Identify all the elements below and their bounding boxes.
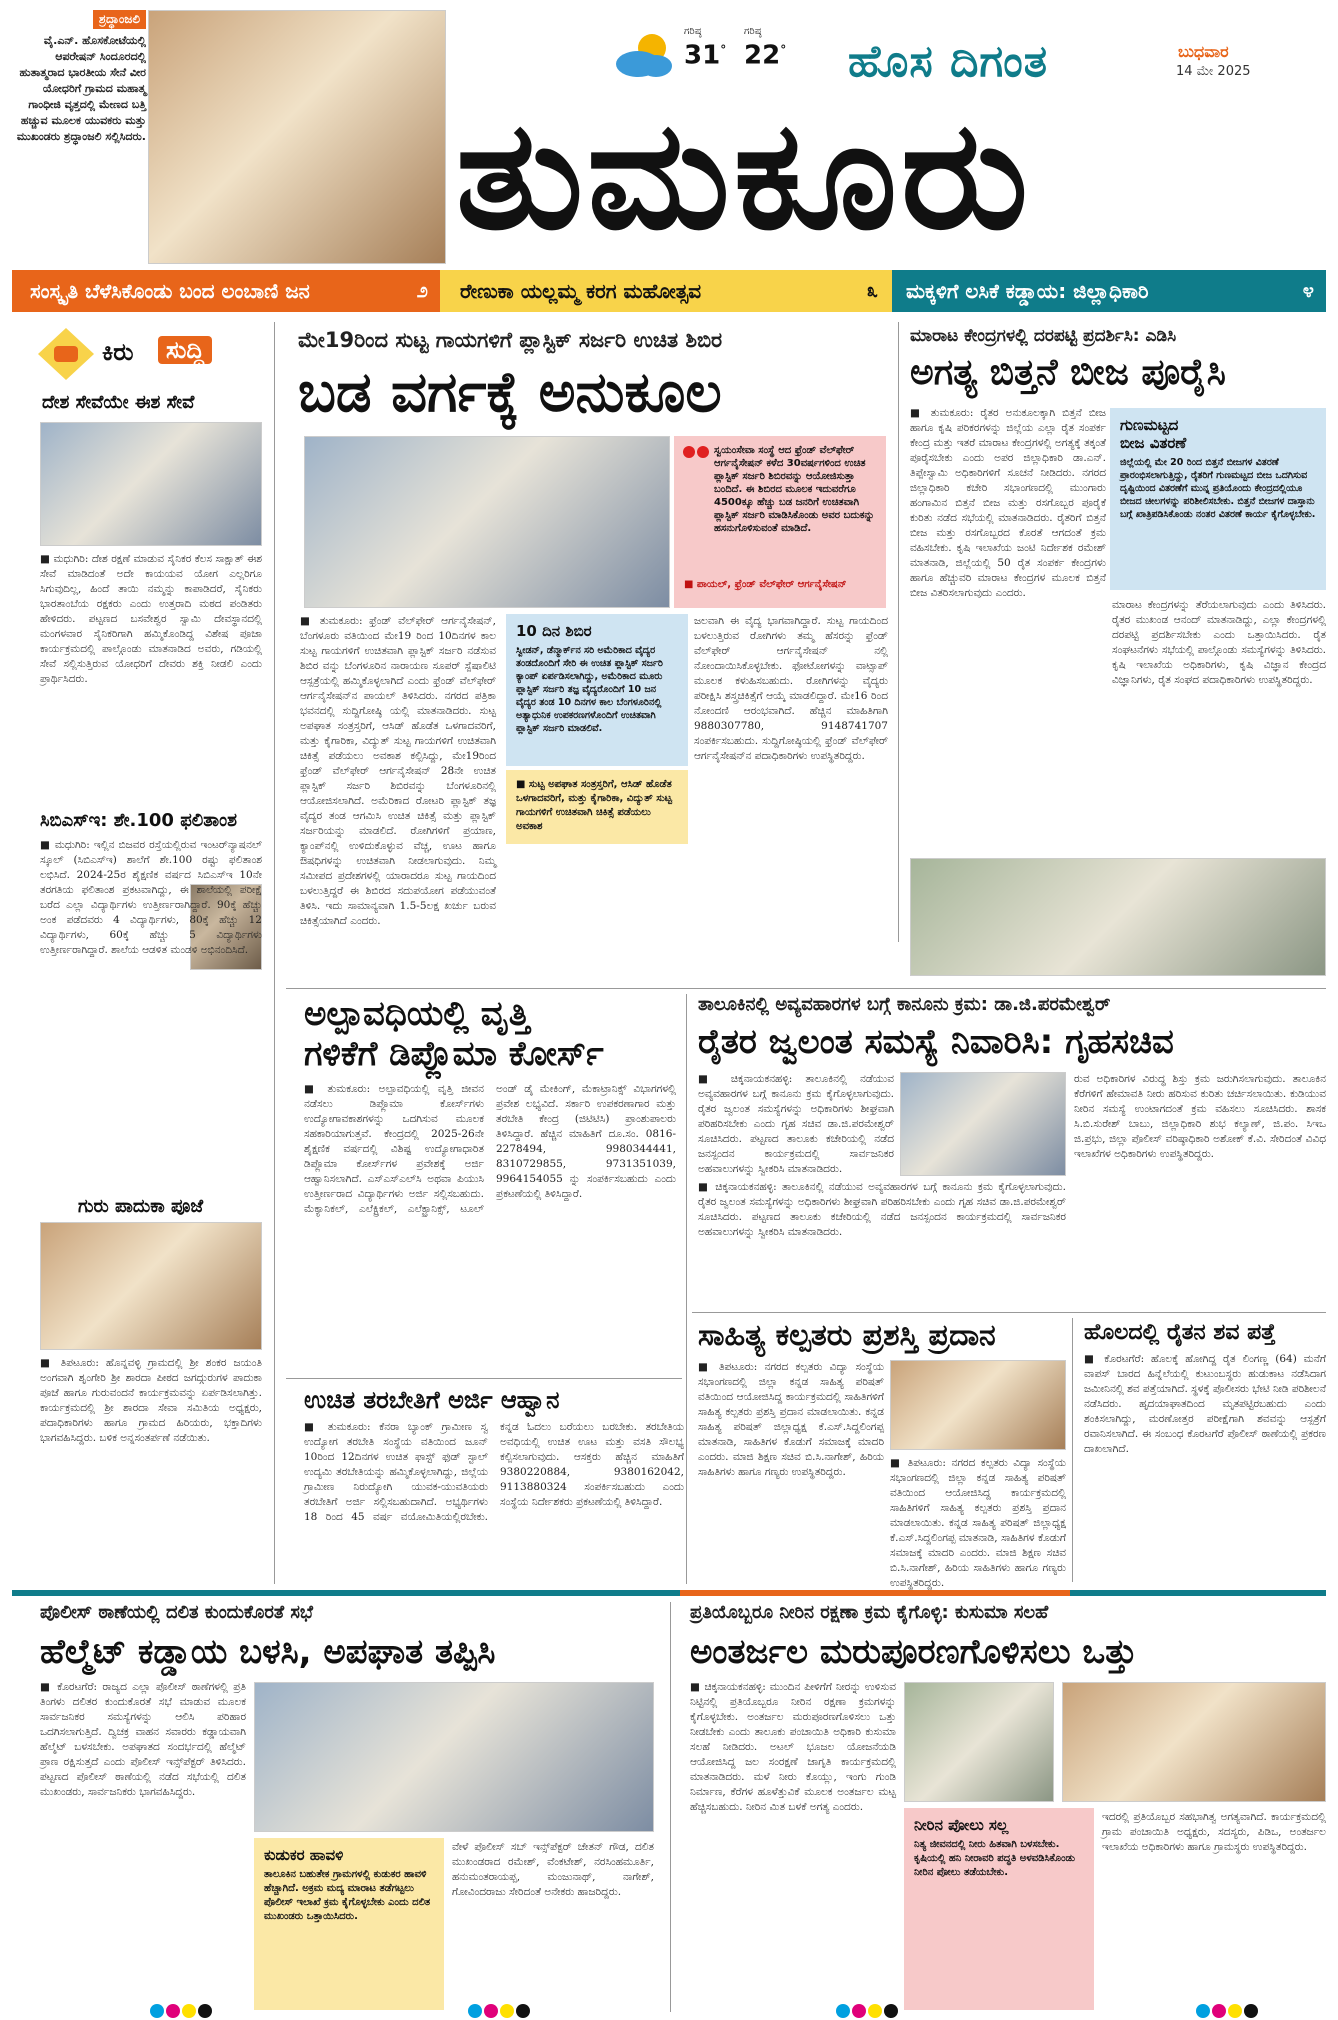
seed-kicker: ಮಾರಾಟ ಕೇಂದ್ರಗಳಲ್ಲಿ ದರಪಟ್ಟಿ ಪ್ರದರ್ಶಿಸಿ: ಎಡಿಸಿ: [910, 326, 1177, 346]
brand-logo: ಹೊಸ ದಿಗಂತ: [848, 36, 1049, 87]
training-headline: ಉಚಿತ ತರಬೇತಿಗೆ ಅರ್ಜಿ ಆಹ್ವಾನ: [304, 1386, 560, 1414]
water-box-text: ನಿತ್ಯ ಜೀವನದಲ್ಲಿ ನೀರು ಹಿತವಾಗಿ ಬಳಸಬೇಕು. ಕೃಷಿಯಲ್ಲಿ ಹನಿ ನೀರಾವರಿ ಪದ್ಧತಿ ಅಳವಡಿಸಿಕೊಂಡು ನೀರಿನ ಪೋಲು ತಡೆಯಬೇಕು.: [914, 1839, 1076, 1878]
lead-eligible-box: [506, 770, 688, 844]
water-box: [904, 1808, 1094, 2010]
teaser-3[interactable]: ಮಕ್ಕಳಿಗೆ ಲಸಿಕೆ ಕಡ್ಡಾಯ: ಜಿಲ್ಲಾಧಿಕಾರಿ ೪: [892, 270, 1326, 312]
water-box-title: ನೀರಿನ ಪೋಲು ಸಲ್ಲ: [914, 1816, 1009, 1834]
tribute-text: ವೈ.ಎನ್. ಹೊಸಕೋಟೆಯಲ್ಲಿ ಆಪರೇಷನ್ ಸಿಂದೂರದಲ್ಲಿ ಹುತಾತ್ಮರಾದ ಭಾರತೀಯ ಸೇನೆ ವೀರ ಯೋಧರಿಗೆ ಗ್ರಾಮದ ಮಹಾತ್ಮ ಗಾಂಧೀಜಿ ವೃತ್ತದಲ್ಲಿ ಮೇಣದ ಬತ್ತಿ ಹಚ್ಚುವ ಮೂಲಕ ಯುವಕರು ಮತ್ತು ಮುಖಂಡರು ಶ್ರದ್ಧಾಂಜಲಿ ಸಲ್ಲಿಸಿದರು.: [16, 34, 146, 143]
lead-eligible-text: ■ ಸುಟ್ಟ ಅಪಘಾತ ಸಂತ್ರಸ್ತರಿಗೆ, ಆಸಿಡ್ ಹೊಡೆತ ಒಳಗಾದವರಿಗೆ, ಮತ್ತು ಕೈಗಾರಿಕಾ, ವಿದ್ಯುತ್ ಸುಟ್ಟ ಗಾಯಗಳಿಗೆ ಉಚಿತವಾಗಿ ಚಿಕಿತ್ಸೆ ಪಡೆಯಲು ಅವಕಾಶ: [516, 779, 673, 832]
parameshwar-photo: [900, 1072, 1066, 1176]
water-photo-1: [904, 1682, 1054, 1802]
column-rule: [670, 1602, 671, 2012]
water-col-2: ಇದರಲ್ಲಿ ಪ್ರತಿಯೊಬ್ಬರ ಸಹಭಾಗಿತ್ವ ಅಗತ್ಯವಾಗಿದೆ. ಕಾರ್ಯಕ್ರಮದಲ್ಲಿ ಗ್ರಾಮ ಪಂಚಾಯಿತಿ ಅಧ್ಯಕ್ಷರು, ಸದಸ್ಯರು, ಪಿಡಿಒ, ಅಂತರ್ಜಲ ಇಲಾಖೆಯ ಅಧಿಕಾರಿಗಳು ಹಾಗೂ ಗ್ರಾಮಸ್ಥರು ಉಪಸ್ಥಿತರಿದ್ದರು.: [1102, 1811, 1326, 1853]
seed-box-text: ಜಿಲ್ಲೆಯಲ್ಲಿ ಮೇ 20 ರಿಂದ ಬಿತ್ತನೆ ಬೀಜಗಳ ವಿತರಣೆ ಪ್ರಾರಂಭಿಸಲಾಗುತ್ತಿದ್ದು, ರೈತರಿಗೆ ಗುಣಮಟ್ಟದ ಬೀಜ ಒದಗಿಸುವ ದೃಷ್ಟಿಯಿಂದ ವಿತರಣೆಗೆ ಮುನ್ನ ಪ್ರತಿಯೊಂದು ಕೇಂದ್ರದಲ್ಲಿಯೂ ಬೀಜದ ಚೀಲಗಳನ್ನು ಪರಿಶೀಲಿಸಬೇಕು. ಬಿತ್ತನೆ ಬೀಜಗಳ ದಾಸ್ತಾನು ಬಗ್ಗೆ ಖಾತ್ರಿಪಡಿಸಿಕೊಂಡು ನಂತರ ವಿತರಣೆ ಕಾರ್ಯ ಕೈಗೊಳ್ಳಬೇಕು.: [1120, 457, 1316, 520]
hola-body: ■ ಕೊರಟಗೆರೆ: ಹೊಲಕ್ಕೆ ಹೋಗಿದ್ದ ರೈತ ಲಿಂಗಣ್ಣ (64) ಮನೆಗೆ ವಾಪಸ್ ಬಾರದ ಹಿನ್ನೆಲೆಯಲ್ಲಿ ಕುಟುಂಬಸ್ಥರು ಹುಡುಕಾಟ ನಡೆಸಿದಾಗ ಜಮೀನಿನಲ್ಲಿ ಶವ ಪತ್ತೆಯಾಗಿದೆ. ಸ್ಥಳಕ್ಕೆ ಪೊಲೀಸರು ಭೇಟಿ ನೀಡಿ ಪರಿಶೀಲನೆ ನಡೆಸಿದರು. ಹೃದಯಾಘಾತದಿಂದ ಮೃತಪಟ್ಟಿರಬಹುದು ಎಂದು ಶಂಕಿಸಲಾಗಿದ್ದು, ಮರಣೋತ್ತರ ಪರೀಕ್ಷೆಗಾಗಿ ಶವವನ್ನು ಆಸ್ಪತ್ರೆಗೆ ರವಾನಿಸಲಾಗಿದೆ. ಈ ಸಂಬಂಧ ಕೊರಟಗೆರೆ ಪೊಲೀಸ್ ಠಾಣೆಯಲ್ಲಿ ಪ್ರಕರಣ ದಾಖಲಾಗಿದೆ.: [1084, 1353, 1326, 1455]
helmet-box-title: ಕುಡುಕರ ಹಾವಳಿ: [264, 1846, 344, 1864]
kiru-item-1-photo: [40, 422, 262, 546]
tribute-label: ಶ್ರದ್ಧಾಂಜಲಿ: [93, 10, 146, 29]
section-rule: [286, 988, 1326, 989]
column-rule: [1072, 1318, 1073, 1582]
sahitya-photo: [890, 1360, 1066, 1450]
registration-marks: [150, 2004, 210, 2018]
section-rule: [286, 1378, 682, 1379]
separator-strip: [12, 1590, 1326, 1596]
diploma-headline-2: ಗಳಿಕೆಗೆ ಡಿಪ್ಲೊಮಾ ಕೋರ್ಸ್: [304, 1034, 604, 1074]
seed-box-title-2: ಬೀಜ ವಿತರಣೆ: [1120, 434, 1187, 452]
water-headline: ಅಂತರ್ಜಲ ಮರುಪೂರಣಗೊಳಿಸಲು ಒತ್ತು: [690, 1632, 1137, 1672]
weather-min: 22°: [744, 40, 787, 71]
parameshwar-col-1: ■ ಚಿಕ್ಕನಾಯಕನಹಳ್ಳಿ: ತಾಲೂಕಿನಲ್ಲಿ ನಡೆಯುವ ಅವ್ಯವಹಾರಗಳ ಬಗ್ಗೆ ಕಾನೂನು ಕ್ರಮ ಕೈಗೊಳ್ಳಲಾಗುವುದು. ರೈತರ ಜ್ವಲಂತ ಸಮಸ್ಯೆಗಳನ್ನು ಅಧಿಕಾರಿಗಳು ಶೀಘ್ರವಾಗಿ ಪರಿಹರಿಸಬೇಕು ಎಂದು ಗೃಹ ಸಚಿವ ಡಾ.ಜಿ.ಪರಮೇಶ್ವರ್ ಸೂಚಿಸಿದರು. ಪಟ್ಟಣದ ತಾಲೂಕು ಕಚೇರಿಯಲ್ಲಿ ನಡೆದ ಜನಸ್ಪಂದನ ಕಾರ್ಯಕ್ರಮದಲ್ಲಿ ಸಾರ್ವಜನಿಕರ ಅಹವಾಲುಗಳನ್ನು ಸ್ವೀಕರಿಸಿ ಮಾತನಾಡಿದರು.: [698, 1073, 894, 1175]
kiru-item-1-title: ದೇಶ ಸೇವೆಯೇ ಈಶ ಸೇವೆ: [42, 392, 195, 413]
water-photo-2: [1062, 1682, 1326, 1802]
lead-camp-text: ಸ್ವೀಡನ್, ಡೆನ್ಮಾರ್ಕ್‌ನ ಸರಿ ಅಮೆರಿಕಾದ ವೈದ್ಯರ ತಂಡದೊಂದಿಗೆ ಸೇರಿ ಈ ಉಚಿತ ಪ್ಲಾಸ್ಟಿಕ್ ಸರ್ಜರಿ ಕ್ಯಾಂಪ್ ಏರ್ಪಡಿಸಲಾಗಿದ್ದು, ಅಮೆರಿಕಾದ ಮೂರು ಪ್ಲಾಸ್ಟಿಕ್ ಸರ್ಜರಿ ತಜ್ಞ ವೈದ್ಯರೊಂದಿಗೆ 10 ಜನ ವೈದ್ಯರ ತಂಡ 10 ದಿನಗಳ ಕಾಲ ಬೆಂಗಳೂರಿನಲ್ಲಿ ಅತ್ಯಾಧುನಿಕ ಉಪಕರಣಗಳೊಂದಿಗೆ ಉಚಿತವಾಗಿ ಪ್ಲಾಸ್ಟಿಕ್ ಸರ್ಜರಿ ಮಾಡಲಿವೆ.: [516, 645, 663, 734]
lead-quote-author: ■ ಪಾಯಲ್, ಫ್ರೆಂಡ್ ವೆಲ್‌ಫೇರ್ ಆರ್ಗನೈಸೇಷನ್: [684, 579, 847, 590]
weather-min-label: ಗರಿಷ್ಠ: [744, 26, 762, 37]
water-kicker: ಪ್ರತಿಯೊಬ್ಬರೂ ನೀರಿನ ರಕ್ಷಣಾ ಕ್ರಮ ಕೈಗೊಳ್ಳಿ: ಕುಸುಮಾ ಸಲಹೆ: [690, 1602, 1049, 1623]
tribute-caption: [12, 8, 146, 266]
weather-max: 31°: [684, 40, 727, 71]
weather-max-label: ಗರಿಷ್ಠ: [684, 26, 702, 37]
weather-cloud-icon: [612, 28, 678, 84]
kiru-item-1-body: ■ ಮಧುಗಿರಿ: ದೇಶ ರಕ್ಷಣೆ ಮಾಡುವ ಸೈನಿಕರ ಕೆಲಸ ಸಾಕ್ಷಾತ್ ಈಶ ಸೇವೆ ಮಾಡಿದಂತೆ ಅದೇ ಕಾಯಯವ ಯೋಗ ಎಲ್ಲರಿಗೂ ಸಿಗುವುದಿಲ್ಲ, ಹಿಂದೆ ತಾಯಿ ನಮ್ಮನ್ನು ಕಾಪಾಡಿದರೆ, ಸೈನಿಕರು ಭಾರತಾಂಬೆಯ ರಕ್ಷಕರು ಎಂದು ಉತ್ತರಾದಿ ಮಠದ ಪಂಡಿತರು ಹೇಳಿದರು. ಪಟ್ಟಣದ ಬಸವೇಶ್ವರ ಸ್ವಾಮಿ ದೇವಸ್ಥಾನದಲ್ಲಿ ಮಂಗಳವಾರ ಸೈನಿಕರಿಗಾಗಿ ಹಮ್ಮಿಕೊಂಡಿದ್ದ ವಿಶೇಷ ಪೂಜಾ ಕಾರ್ಯಕ್ರಮದಲ್ಲಿ ಪಾಲ್ಗೊಂಡು ಮಾತನಾಡಿದ ಅವರು, ಗಡಿಯಲ್ಲಿ ಸೇವೆ ಸಲ್ಲಿಸುತ್ತಿರುವ ಯೋಧರಿಗೆ ದೇವರು ಶಕ್ತಿ ನೀಡಲಿ ಎಂದು ಪ್ರಾರ್ಥಿಸಿದರು.: [40, 553, 262, 685]
lead-kicker: ಮೇ19ರಿಂದ ಸುಟ್ಟ ಗಾಯಗಳಿಗೆ ಪ್ಲಾಸ್ಟಿಕ್ ಸರ್ಜರಿ ಉಚಿತ ಶಿಬಿರ: [298, 328, 723, 352]
helmet-col-2: ವೇಳೆ ಪೊಲೀಸ್ ಸಬ್ ಇನ್ಸ್‌ಪೆಕ್ಟರ್ ಚೇತನ್ ಗೌಡ, ದಲಿತ ಮುಖಂಡರಾದ ರಮೇಶ್, ವೆಂಕಟೇಶ್, ನರಸಿಂಹಮೂರ್ತಿ, ಹನುಮಂತರಾಯಪ್ಪ, ಮಂಜುನಾಥ್, ನಾಗೇಶ್, ಗೋವಿಂದರಾಜು ಸೇರಿದಂತೆ ಅನೇಕರು ಹಾಜರಿದ್ದರು.: [452, 1841, 654, 1898]
diploma-headline-1: ಅಲ್ಪಾವಧಿಯಲ್ಲಿ ವೃತ್ತಿ: [304, 994, 530, 1034]
kiru-item-2-title: ಸಿಬಿಎಸ್ಇ: ಶೇ.100 ಫಲಿತಾಂಶ: [40, 810, 237, 831]
water-body: ■ ಚಿಕ್ಕನಾಯಕನಹಳ್ಳಿ: ಮುಂದಿನ ಪೀಳಿಗೆಗೆ ನೀರನ್ನು ಉಳಿಸುವ ನಿಟ್ಟಿನಲ್ಲಿ ಪ್ರತಿಯೊಬ್ಬರೂ ನೀರಿನ ರಕ್ಷಣಾ ಕ್ರಮಗಳನ್ನು ಕೈಗೊಳ್ಳಬೇಕು. ಅಂತರ್ಜಲ ಮರುಪೂರಣಗೊಳಿಸಲು ಒತ್ತು ನೀಡಬೇಕು ಎಂದು ತಾಲೂಕು ಪಂಚಾಯಿತಿ ಅಧಿಕಾರಿ ಕುಸುಮಾ ಸಲಹೆ ನೀಡಿದರು. ಅಟಲ್ ಭೂಜಲ ಯೋಜನೆಯಡಿ ಆಯೋಜಿಸಿದ್ದ ಜಲ ಸಂರಕ್ಷಣೆ ಜಾಗೃತಿ ಕಾರ್ಯಕ್ರಮದಲ್ಲಿ ಮಾತನಾಡಿದರು. ಮಳೆ ನೀರು ಕೊಯ್ಲು, ಇಂಗು ಗುಂಡಿ ನಿರ್ಮಾಣ, ಕೆರೆಗಳ ಹೂಳೆತ್ತುವಿಕೆ ಮೂಲಕ ಅಂತರ್ಜಲ ಮಟ್ಟ ಹೆಚ್ಚಿಸಬಹುದು. ನೀರಿನ ಮಿತ ಬಳಕೆ ಅಗತ್ಯ ಎಂದರು.: [690, 1681, 896, 1813]
seed-col-1: ■ ತುಮಕೂರು: ರೈತರ ಅನುಕೂಲಕ್ಕಾಗಿ ಬಿತ್ತನೆ ಬೀಜ ಹಾಗೂ ಕೃಷಿ ಪರಿಕರಗಳನ್ನು ಜಿಲ್ಲೆಯ ಎಲ್ಲಾ ರೈತ ಸಂಪರ್ಕ ಕೇಂದ್ರ ಮತ್ತು ಇತರೆ ಮಾರಾಟ ಕೇಂದ್ರಗಳಲ್ಲಿ ಅಗತ್ಯಕ್ಕೆ ತಕ್ಕಂತೆ ಪೂರೈಸಬೇಕು ಎಂದು ಅಪರ ಜಿಲ್ಲಾಧಿಕಾರಿ ಡಾ.ಎನ್. ತಿಪ್ಪೇಸ್ವಾಮಿ ಅಧಿಕಾರಿಗಳಿಗೆ ಸೂಚನೆ ನೀಡಿದರು. ನಗರದ ಜಿಲ್ಲಾಧಿಕಾರಿ ಕಚೇರಿ ಸಭಾಂಗಣದಲ್ಲಿ ಮುಂಗಾರು ಹಂಗಾಮಿನ ಬಿತ್ತನೆ ಬೀಜ ಮತ್ತು ರಸಗೊಬ್ಬರ ಪೂರೈಕೆ ಕುರಿತು ನಡೆದ ಸಭೆಯಲ್ಲಿ ಮಾತನಾಡಿದರು. ರೈತರಿಗೆ ಬಿತ್ತನೆ ಬೀಜ ಮತ್ತು ರಸಗೊಬ್ಬರದ ಕೊರತೆ ಆಗದಂತೆ ಕ್ರಮ ವಹಿಸಬೇಕು. ಕೃಷಿ ಇಲಾಖೆಯ ಜಂಟಿ ನಿರ್ದೇಶಕ ರಮೇಶ್ ಮಾತನಾಡಿ, ಜಿಲ್ಲೆಯಲ್ಲಿ 50 ರೈತ ಸಂಪರ್ಕ ಕೇಂದ್ರಗಳು ಹಾಗೂ ಹೆಚ್ಚುವರಿ ಮಾರಾಟ ಕೇಂದ್ರಗಳ ಮೂಲಕ ಬಿತ್ತನೆ ಬೀಜ ವಿತರಿಸಲಾಗುವುದು ಎಂದರು.: [910, 407, 1106, 599]
parameshwar-kicker: ತಾಲೂಕಿನಲ್ಲಿ ಅವ್ಯವಹಾರಗಳ ಬಗ್ಗೆ ಕಾನೂನು ಕ್ರಮ: ಡಾ.ಜಿ.ಪರಮೇಶ್ವರ್: [698, 994, 1111, 1015]
kiru-item-3-photo: [40, 1222, 262, 1350]
issue-date: 14 ಮೇ 2025: [1176, 64, 1251, 79]
lead-photo: [304, 436, 670, 608]
teaser-2[interactable]: ರೇಣುಕಾ ಯಲ್ಲಮ್ಮ ಕರಗ ಮಹೋತ್ಸವ ೩: [460, 278, 878, 303]
helmet-kicker: ಪೊಲೀಸ್ ಠಾಣೆಯಲ್ಲಿ ದಲಿತ ಕುಂದುಕೊರತೆ ಸಭೆ: [40, 1602, 313, 1623]
lead-quote-text: ಸ್ವಯಂಸೇವಾ ಸಂಸ್ಥೆ ಆದ ಫ್ರೆಂಡ್ ವೆಲ್‌ಫೇರ್ ಆರ್ಗನೈಸೇಷನ್ ಕಳೆದ 30ವರ್ಷಗಳಿಂದ ಉಚಿತ ಪ್ಲಾಸ್ಟಿಕ್ ಸರ್ಜರಿ ಶಿಬಿರವನ್ನು ಆಯೋಜಿಸುತ್ತಾ ಬಂದಿದೆ. ಈ ಶಿಬಿರದ ಮೂಲಕ ಇದುವರೆಗೂ 4500ಕ್ಕೂ ಹೆಚ್ಚು ಬಡ ಜನರಿಗೆ ಉಚಿತವಾಗಿ ಪ್ಲಾಸ್ಟಿಕ್ ಸರ್ಜರಿ ಮಾಡಿಸಿಕೊಂಡು ಅವರ ಬದುಕನ್ನು ಹಸನುಗೊಳಿಸುವಂತೆ ಮಾಡಿದೆ.: [714, 445, 875, 534]
tribute-photo: [148, 10, 446, 264]
issue-day: ಬುಧವಾರ: [1178, 42, 1229, 61]
lead-col-1: ■ ತುಮಕೂರು: ಫ್ರೆಂಡ್ ವೆಲ್‌ಫೇರ್ ಆರ್ಗನೈಸೇಷನ್, ಬೆಂಗಳೂರು ವತಿಯಿಂದ ಮೇ19 ರಿಂದ 10ದಿನಗಳ ಕಾಲ ಸುಟ್ಟ ಗಾಯಗಳಿಗೆ ಉಚಿತವಾಗಿ ಪ್ಲಾಸ್ಟಿಕ್ ಸರ್ಜರಿ ನಡೆಸುವ ಶಿಬಿರ ವನ್ನು ಬೆಂಗಳೂರಿನ ನಾರಾಯಣ ಸೂಪರ್ ಸ್ಪೆಷಾಲಿಟಿ ಆಸ್ಪತ್ರೆಯಲ್ಲಿ ಹಮ್ಮಿಕೊಳ್ಳಲಾಗಿದೆ ಎಂದು ಫ್ರೆಂಡ್ ವೆಲ್‌ಫೇರ್ ಆರ್ಗನೈಸೇಷನ್‌ನ ಪಾಯಲ್ ತಿಳಿಸಿದರು. ನಗರದ ಪತ್ರಿಕಾ ಭವನದಲ್ಲಿ ಸುದ್ದಿಗೋಷ್ಠಿ ಯಲ್ಲಿ ಮಾತನಾಡಿದರು. ಸುಟ್ಟ ಅಪಘಾತ ಸಂತ್ರಸ್ತರಿಗೆ, ಆಸಿಡ್ ಹೊಡೆತ ಒಳಗಾದವರಿಗೆ, ಮತ್ತು ಕೈಗಾರಿಕಾ, ವಿದ್ಯುತ್ ಸುಟ್ಟ ಗಾಯಗಳಿಗೆ ಉಚಿತವಾಗಿ ಚಿಕಿತ್ಸೆ ಪಡೆಯಲು ಅವಕಾಶ ಕಲ್ಪಿಸಿದ್ದು, ಮೇ19ರಿಂದ ಫ್ರೆಂಡ್ ವೆಲ್‌ಫೇರ್ ಆರ್ಗನೈಸೇಷನ್ 28ನೇ ಉಚಿತ ಪ್ಲಾಸ್ಟಿಕ್ ಸರ್ಜರಿ ಶಿಬಿರವನ್ನು ಬೆಂಗಳೂರಿನಲ್ಲಿ ಆಯೋಜಿಸಲಾಗಿದೆ. ಅಮೆರಿಕಾದ ರೋಟರಿ ಪ್ಲಾಸ್ಟಿಕ್ ತಜ್ಞ ವೈದ್ಯರ ತಂಡ ಆಗಮಿಸಿ ಉಚಿತ ಚಿಕಿತ್ಸೆ ಮತ್ತು ಪ್ಲಾಸ್ಟಿಕ್ ಸರ್ಜರಿಯನ್ನು ಮಾಡಲಿದೆ. ರೋಗಿಗಳಿಗೆ ಪ್ರಯಾಣ, ಕ್ಯಾಂಪ್‌ನಲ್ಲಿ ಉಳಿದುಕೊಳ್ಳುವ ವೆಚ್ಚ, ಊಟ ಹಾಗೂ ಔಷಧಿಗಳನ್ನು ಉಚಿತವಾಗಿ ನೀಡಲಾಗುವುದು. ನಿಮ್ಮ ಸಮೀಪದ ಪ್ರದೇಶಗಳಲ್ಲಿ ಯಾರಾದರೂ ಸುಟ್ಟ ಗಾಯದಿಂದ ಬಳಲುತ್ತಿದ್ದರೆ ಈ ಶಿಬಿರದ ಸದುಪಯೋಗ ಪಡೆಯುವಂತೆ ತಿಳಿಸಿ. ಇದು ಸಾಮಾನ್ಯವಾಗಿ 1.5-5ಲಕ್ಷ ಖರ್ಚು ಬರುವ ಚಿಕಿತ್ಸೆಯಾಗಿದೆ ಎಂದರು.: [300, 615, 496, 927]
lead-camp-title: 10 ದಿನ ಶಿಬಿರ: [516, 622, 592, 640]
helmet-body: ■ ಕೊರಟಗೆರೆ: ರಾಜ್ಯದ ಎಲ್ಲಾ ಪೊಲೀಸ್ ಠಾಣೆಗಳಲ್ಲಿ ಪ್ರತಿ ತಿಂಗಳು ದಲಿತರ ಕುಂದುಕೊರತೆ ಸಭೆ ಮಾಡುವ ಮೂಲಕ ಸಾರ್ವಜನಿಕರ ಸಮಸ್ಯೆಗಳನ್ನು ಆಲಿಸಿ ಪರಿಹಾರ ಒದಗಿಸಲಾಗುತ್ತಿದೆ. ದ್ವಿಚಕ್ರ ವಾಹನ ಸವಾರರು ಕಡ್ಡಾಯವಾಗಿ ಹೆಲ್ಮೆಟ್ ಬಳಸಬೇಕು. ಅಪಘಾತದ ಸಂದರ್ಭದಲ್ಲಿ ಹೆಲ್ಮೆಟ್ ಪ್ರಾಣ ರಕ್ಷಿಸುತ್ತದೆ ಎಂದು ಪೊಲೀಸ್ ಇನ್ಸ್‌ಪೆಕ್ಟರ್ ತಿಳಿಸಿದರು. ಪಟ್ಟಣದ ಪೊಲೀಸ್ ಠಾಣೆಯಲ್ಲಿ ನಡೆದ ಸಭೆಯಲ್ಲಿ ದಲಿತ ಮುಖಂಡರು, ಸಾರ್ವಜನಿಕರು ಭಾಗವಹಿಸಿದ್ದರು.: [40, 1681, 246, 1798]
parameshwar-headline: ರೈತರ ಜ್ವಲಂತ ಸಮಸ್ಯೆ ನಿವಾರಿಸಿ: ಗೃಹಸಚಿವ: [698, 1022, 1174, 1062]
diploma-body: ■ ತುಮಕೂರು: ಅಲ್ಪಾವಧಿಯಲ್ಲಿ ವೃತ್ತಿ ಜೀವನ ನಡೆಸಲು ಡಿಪ್ಲೊಮಾ ಕೋರ್ಸ್‌ಗಳು ಉದ್ಯೋಗಾವಕಾಶಗಳನ್ನು ಒದಗಿಸುವ ಮೂಲಕ ಸಹಕಾರಿಯಾಗುತ್ತವೆ. ಕೇಂದ್ರದಲ್ಲಿ 2025-26ನೇ ಶೈಕ್ಷಣಿಕ ವರ್ಷದಲ್ಲಿ ವಿಶಿಷ್ಟ ಉದ್ಯೋಗಾಧಾರಿತ ಡಿಪ್ಲೊಮಾ ಕೋರ್ಸ್‌ಗಳ ಪ್ರವೇಶಕ್ಕೆ ಅರ್ಜಿ ಆಹ್ವಾನಿಸಲಾಗಿದೆ. ಎಸ್ಎಸ್ಎಲ್‌ಸಿ ಅಥವಾ ಪಿಯುಸಿ ಉತ್ತೀರ್ಣರಾದ ವಿದ್ಯಾರ್ಥಿಗಳು ಅರ್ಜಿ ಸಲ್ಲಿಸಬಹುದು. ಮೆಕ್ಯಾನಿಕಲ್, ಎಲೆಕ್ಟ್ರಿಕಲ್, ಎಲೆಕ್ಟ್ರಾನಿಕ್ಸ್, ಟೂಲ್ ಅಂಡ್ ಡೈ ಮೇಕಿಂಗ್, ಮೆಕಾಟ್ರಾನಿಕ್ಸ್ ವಿಭಾಗಗಳಲ್ಲಿ ಪ್ರವೇಶ ಲಭ್ಯವಿದೆ. ಸರ್ಕಾರಿ ಉಪಕರಣಾಗಾರ ಮತ್ತು ತರಬೇತಿ ಕೇಂದ್ರ (ಜಿಟಿಟಿಸಿ) ಪ್ರಾಂಶುಪಾಲರು ತಿಳಿಸಿದ್ದಾರೆ. ಹೆಚ್ಚಿನ ಮಾಹಿತಿಗೆ ದೂ.ಸಂ. 0816-2278494, 9980344441, 8310729855, 9731351039, 9964154055 ನ್ನು ಸಂಪರ್ಕಿಸಬಹುದು ಎಂದು ಪ್ರಕಟಣೆಯಲ್ಲಿ ತಿಳಿಸಿದ್ದಾರೆ.: [304, 1083, 676, 1215]
lead-quote-box: [674, 436, 886, 608]
parameshwar-col-1b: ■ ಚಿಕ್ಕನಾಯಕನಹಳ್ಳಿ: ತಾಲೂಕಿನಲ್ಲಿ ನಡೆಯುವ ಅವ್ಯವಹಾರಗಳ ಬಗ್ಗೆ ಕಾನೂನು ಕ್ರಮ ಕೈಗೊಳ್ಳಲಾಗುವುದು. ರೈತರ ಜ್ವಲಂತ ಸಮಸ್ಯೆಗಳನ್ನು ಅಧಿಕಾರಿಗಳು ಶೀಘ್ರವಾಗಿ ಪರಿಹರಿಸಬೇಕು ಎಂದು ಗೃಹ ಸಚಿವ ಡಾ.ಜಿ.ಪರಮೇಶ್ವರ್ ಸೂಚಿಸಿದರು. ಪಟ್ಟಣದ ತಾಲೂಕು ಕಚೇರಿಯಲ್ಲಿ ನಡೆದ ಜನಸ್ಪಂದನ ಕಾರ್ಯಕ್ರಮದಲ್ಲಿ ಸಾರ್ವಜನಿಕರ ಅಹವಾಲುಗಳನ್ನು ಸ್ವೀಕರಿಸಿ ಮಾತನಾಡಿದರು.: [698, 1181, 1066, 1238]
section-rule: [692, 1312, 1326, 1313]
helmet-box-text: ತಾಲೂಕಿನ ಬಹುತೇಕ ಗ್ರಾಮಗಳಲ್ಲಿ ಕುಡುಕರ ಹಾವಳಿ ಹೆಚ್ಚಾಗಿದೆ. ಅಕ್ರಮ ಮದ್ಯ ಮಾರಾಟ ತಡೆಗಟ್ಟಲು ಪೊಲೀಸ್ ಇಲಾಖೆ ಕ್ರಮ ಕೈಗೊಳ್ಳಬೇಕು ಎಂದು ದಲಿತ ಮುಖಂಡರು ಒತ್ತಾಯಿಸಿದರು.: [264, 1869, 431, 1922]
helmet-box: [254, 1838, 444, 2010]
column-rule: [274, 322, 275, 1584]
lead-headline: ಬಡ ವರ್ಗಕ್ಕೆ ಅನುಕೂಲ: [298, 360, 722, 425]
kiru-suddi-logo: ಕಿರು ಸುದ್ದಿ: [38, 328, 260, 380]
parameshwar-col-2: ರುವ ಅಧಿಕಾರಿಗಳ ವಿರುದ್ಧ ಶಿಸ್ತು ಕ್ರಮ ಜರುಗಿಸಲಾಗುವುದು. ತಾಲೂಕಿನ ಕೆರೆಗಳಿಗೆ ಹೇಮಾವತಿ ನೀರು ಹರಿಸುವ ಕುರಿತು ಚರ್ಚಿಸಲಾಯಿತು. ಕುಡಿಯುವ ನೀರಿನ ಸಮಸ್ಯೆ ಉಂಟಾಗದಂತೆ ಕ್ರಮ ವಹಿಸಲು ಸೂಚಿಸಿದರು. ಶಾಸಕ ಸಿ.ಬಿ.ಸುರೇಶ್ ಬಾಬು, ಜಿಲ್ಲಾಧಿಕಾರಿ ಶುಭ ಕಲ್ಯಾಣ್, ಜಿ.ಪಂ. ಸಿಇಒ ಜಿ.ಪ್ರಭು, ಜಿಲ್ಲಾ ಪೊಲೀಸ್ ವರಿಷ್ಠಾಧಿಕಾರಿ ಅಶೋಕ್ ಕೆ.ವಿ. ಸೇರಿದಂತೆ ವಿವಿಧ ಇಲಾಖೆಗಳ ಅಧಿಕಾರಿಗಳು ಉಪಸ್ಥಿತರಿದ್ದರು.: [1074, 1073, 1326, 1160]
weather-widget: [612, 24, 802, 90]
column-rule: [898, 322, 899, 942]
seed-box-title-1: ಗುಣಮಟ್ಟದ: [1120, 416, 1179, 434]
registration-marks: [468, 2004, 528, 2018]
masthead-title: ತುಮಕೂರು: [456, 89, 1033, 263]
registration-marks: [1196, 2004, 1256, 2018]
seed-meeting-photo: [910, 858, 1326, 976]
teaser-1[interactable]: ಸಂಸ್ಕೃತಿ ಬೆಳೆಸಿಕೊಂಡು ಬಂದ ಲಂಬಾಣಿ ಜನ ೨: [12, 270, 440, 312]
seed-col-2: ಮಾರಾಟ ಕೇಂದ್ರಗಳನ್ನು ತೆರೆಯಲಾಗುವುದು ಎಂದು ತಿಳಿಸಿದರು. ರೈತರ ಮುಖಂಡ ಆನಂದ್ ಮಾತನಾಡಿದ್ದು, ಎಲ್ಲಾ ಕೇಂದ್ರಗಳಲ್ಲಿ ದರಪಟ್ಟಿ ಪ್ರದರ್ಶಿಸಬೇಕು ಎಂದು ಒತ್ತಾಯಿಸಿದರು. ರೈತ ಸಂಘಟನೆಗಳು ಸಭೆಯಲ್ಲಿ ಪಾಲ್ಗೊಂಡು ಸಮಸ್ಯೆಗಳನ್ನು ತಿಳಿಸಿದರು. ಕೃಷಿ ಇಲಾಖೆಯ ಅಧಿಕಾರಿಗಳು, ಕೃಷಿ ವಿಜ್ಞಾನ ಕೇಂದ್ರದ ವಿಜ್ಞಾನಿಗಳು, ರೈತ ಸಂಘದ ಪದಾಧಿಕಾರಿಗಳು ಉಪಸ್ಥಿತರಿದ್ದರು.: [1112, 599, 1326, 686]
teaser-bar: [12, 270, 1326, 312]
sahitya-body-b: ■ ತಿಪಟೂರು: ನಗರದ ಕಲ್ಪತರು ವಿದ್ಯಾ ಸಂಸ್ಥೆಯ ಸಭಾಂಗಣದಲ್ಲಿ ಜಿಲ್ಲಾ ಕನ್ನಡ ಸಾಹಿತ್ಯ ಪರಿಷತ್ ವತಿಯಿಂದ ಆಯೋಜಿಸಿದ್ದ ಕಾರ್ಯಕ್ರಮದಲ್ಲಿ ಸಾಹಿತಿಗಳಿಗೆ ಸಾಹಿತ್ಯ ಕಲ್ಪತರು ಪ್ರಶಸ್ತಿ ಪ್ರದಾನ ಮಾಡಲಾಯಿತು. ಕನ್ನಡ ಸಾಹಿತ್ಯ ಪರಿಷತ್ ಜಿಲ್ಲಾಧ್ಯಕ್ಷ ಕೆ.ಎಸ್.ಸಿದ್ದಲಿಂಗಪ್ಪ ಮಾತನಾಡಿ, ಸಾಹಿತಿಗಳ ಕೊಡುಗೆ ಸಮಾಜಕ್ಕೆ ಮಾದರಿ ಎಂದರು. ಮಾಜಿ ಶಿಕ್ಷಣ ಸಚಿವ ಬಿ.ಸಿ.ನಾಗೇಶ್, ಹಿರಿಯ ಸಾಹಿತಿಗಳು ಹಾಗೂ ಗಣ್ಯರು ಉಪಸ್ಥಿತರಿದ್ದರು.: [890, 1457, 1066, 1589]
sahitya-body: ■ ತಿಪಟೂರು: ನಗರದ ಕಲ್ಪತರು ವಿದ್ಯಾ ಸಂಸ್ಥೆಯ ಸಭಾಂಗಣದಲ್ಲಿ ಜಿಲ್ಲಾ ಕನ್ನಡ ಸಾಹಿತ್ಯ ಪರಿಷತ್ ವತಿಯಿಂದ ಆಯೋಜಿಸಿದ್ದ ಕಾರ್ಯಕ್ರಮದಲ್ಲಿ ಸಾಹಿತಿಗಳಿಗೆ ಸಾಹಿತ್ಯ ಕಲ್ಪತರು ಪ್ರಶಸ್ತಿ ಪ್ರದಾನ ಮಾಡಲಾಯಿತು. ಕನ್ನಡ ಸಾಹಿತ್ಯ ಪರಿಷತ್ ಜಿಲ್ಲಾಧ್ಯಕ್ಷ ಕೆ.ಎಸ್.ಸಿದ್ದಲಿಂಗಪ್ಪ ಮಾತನಾಡಿ, ಸಾಹಿತಿಗಳ ಕೊಡುಗೆ ಸಮಾಜಕ್ಕೆ ಮಾದರಿ ಎಂದರು. ಮಾಜಿ ಶಿಕ್ಷಣ ಸಚಿವ ಬಿ.ಸಿ.ನಾಗೇಶ್, ಹಿರಿಯ ಸಾಹಿತಿಗಳು ಹಾಗೂ ಗಣ್ಯರು ಉಪಸ್ಥಿತರಿದ್ದರು.: [698, 1361, 884, 1478]
seed-headline: ಅಗತ್ಯ ಬಿತ್ತನೆ ಬೀಜ ಪೂರೈಸಿ: [910, 352, 1226, 393]
kiru-item-3-body: ■ ತಿಪಟೂರು: ಹೊನ್ನವಳ್ಳಿ ಗ್ರಾಮದಲ್ಲಿ ಶ್ರೀ ಶಂಕರ ಜಯಂತಿ ಅಂಗವಾಗಿ ಶೃಂಗೇರಿ ಶ್ರೀ ಶಾರದಾ ಪೀಠದ ಜಗದ್ಗುರುಗಳ ಪಾದುಕಾ ಪೂಜೆ ಹಾಗೂ ಗುರುವಂದನೆ ಕಾರ್ಯಕ್ರಮವನ್ನು ಏರ್ಪಡಿಸಲಾಗಿತ್ತು. ಕಾರ್ಯಕ್ರಮದಲ್ಲಿ ಶ್ರೀ ಶಾರದಾ ಸೇವಾ ಸಮಿತಿಯ ಅಧ್ಯಕ್ಷರು, ಪದಾಧಿಕಾರಿಗಳು ಹಾಗೂ ಗ್ರಾಮದ ಹಿರಿಯರು, ಭಕ್ತಾದಿಗಳು ಭಾಗವಹಿಸಿದ್ದರು. ಬಳಿಕ ಅನ್ನಸಂತರ್ಪಣೆ ನಡೆಯಿತು.: [40, 1357, 262, 1444]
registration-marks: [836, 2004, 896, 2018]
lead-col-2: ಜಲವಾಗಿ ಈ ವೈದ್ಯ ಭಾಗವಾಗಿದ್ದಾರೆ. ಸುಟ್ಟ ಗಾಯದಿಂದ ಬಳಲುತ್ತಿರುವ ರೋಗಿಗಳು ತಮ್ಮ ಹೆಸರನ್ನು ಫ್ರೆಂಡ್ ವೆಲ್‌ಫೇರ್ ಆರ್ಗನೈಸೇಷನ್ ನಲ್ಲಿ ನೋಂದಾಯಿಸಿಕೊಳ್ಳಬೇಕು. ಫೋಟೋಗಳನ್ನು ವಾಟ್ಸಾಪ್ ಮೂಲಕ ಕಳುಹಿಸಬಹುದು. ರೋಗಿಗಳನ್ನು ವೈದ್ಯರು ಪರೀಕ್ಷಿಸಿ ಶಸ್ತ್ರಚಿಕಿತ್ಸೆಗೆ ಆಯ್ಕೆ ಮಾಡಲಿದ್ದಾರೆ. ಮೇ16 ರಿಂದ ನೋಂದಣಿ ಆರಂಭವಾಗಿದೆ. ಹೆಚ್ಚಿನ ಮಾಹಿತಿಗಾಗಿ 9880307780, 9148741707 ಸಂಪರ್ಕಿಸಬಹುದು. ಸುದ್ದಿಗೋಷ್ಠಿಯಲ್ಲಿ ಫ್ರೆಂಡ್ ವೆಲ್‌ಫೇರ್ ಆರ್ಗನೈಸೇಷನ್‌ನ ಪದಾಧಿಕಾರಿಗಳು ಉಪಸ್ಥಿತರಿದ್ದರು.: [694, 615, 888, 762]
sahitya-headline: ಸಾಹಿತ್ಯ ಕಲ್ಪತರು ಪ್ರಶಸ್ತಿ ಪ್ರದಾನ: [698, 1318, 996, 1353]
helmet-headline: ಹೆಲ್ಮೆಟ್ ಕಡ್ಡಾಯ ಬಳಸಿ, ಅಪಘಾತ ತಪ್ಪಿಸಿ: [40, 1632, 496, 1672]
kiru-item-2-body: ■ ಮಧುಗಿರಿ: ಇಲ್ಲಿನ ಬಿಜವರ ರಸ್ತೆಯಲ್ಲಿರುವ ಇಂಟರ್‌ನ್ಯಾಷನಲ್ ಸ್ಕೂಲ್ (ಸಿಬಿಎಸ್ಇ) ಶಾಲೆಗೆ ಶೇ.100 ರಷ್ಟು ಫಲಿತಾಂಶ ಲಭಿಸಿದೆ. 2024-25ರ ಶೈಕ್ಷಣಿಕ ವರ್ಷದ ಸಿಬಿಎಸ್ಇ 10ನೇ ತರಗತಿಯ ಫಲಿತಾಂಶ ಪ್ರಕಟವಾಗಿದ್ದು, ಈ ಶಾಲೆಯಲ್ಲಿ ಪರೀಕ್ಷೆ ಬರೆದ ಎಲ್ಲಾ ವಿದ್ಯಾರ್ಥಿಗಳು ಉತ್ತೀರ್ಣರಾಗಿದ್ದಾರೆ. 90ಕ್ಕೆ ಹೆಚ್ಚು ಅಂಕ ಪಡೆದವರು 4 ವಿದ್ಯಾರ್ಥಿಗಳು, 80ಕ್ಕೆ ಹೆಚ್ಚು 12 ವಿದ್ಯಾರ್ಥಿಗಳು, 60ಕ್ಕೆ ಹೆಚ್ಚು 5 ವಿದ್ಯಾರ್ಥಿಗಳು ಉತ್ತೀರ್ಣರಾಗಿದ್ದಾರೆ. ಶಾಲೆಯ ಆಡಳಿತ ಮಂಡಳಿ ಅಭಿನಂದಿಸಿದೆ.: [40, 839, 262, 956]
lead-camp-box: [506, 614, 688, 766]
hola-headline: ಹೊಲದಲ್ಲಿ ರೈತನ ಶವ ಪತ್ತೆ: [1084, 1320, 1276, 1345]
seed-quality-box: [1110, 408, 1326, 590]
separator-strip-accent: [680, 1590, 1070, 1596]
pointing-hand-icon: [38, 328, 94, 380]
helmet-photo: [254, 1682, 654, 1832]
column-rule: [686, 994, 687, 1584]
training-body: ■ ತುಮಕೂರು: ಕೆನರಾ ಬ್ಯಾಂಕ್ ಗ್ರಾಮೀಣ ಸ್ವ ಉದ್ಯೋಗ ತರಬೇತಿ ಸಂಸ್ಥೆಯ ವತಿಯಿಂದ ಜೂನ್ 10ರಿಂದ 12ದಿನಗಳ ಉಚಿತ ಫಾಸ್ಟ್ ಫುಡ್ ಸ್ಟಾಲ್ ಉದ್ಯಮಿ ತರಬೇತಿಯನ್ನು ಹಮ್ಮಿಕೊಳ್ಳಲಾಗಿದ್ದು, ಜಿಲ್ಲೆಯ ಗ್ರಾಮೀಣ ನಿರುದ್ಯೋಗಿ ಯುವಕ-ಯುವತಿಯರು ತರಬೇತಿಗೆ ಅರ್ಜಿ ಸಲ್ಲಿಸಬಹುದಾಗಿದೆ. ಅಭ್ಯರ್ಥಿಗಳು 18 ರಿಂದ 45 ವರ್ಷ ವಯೋಮಿತಿಯಲ್ಲಿರಬೇಕು. ಕನ್ನಡ ಓದಲು ಬರೆಯಲು ಬರಬೇಕು. ತರಬೇತಿಯ ಅವಧಿಯಲ್ಲಿ ಉಚಿತ ಊಟ ಮತ್ತು ವಸತಿ ಸೌಲಭ್ಯ ಕಲ್ಪಿಸಲಾಗುವುದು. ಆಸಕ್ತರು ಹೆಚ್ಚಿನ ಮಾಹಿತಿಗೆ 9380220884, 9380162042, 9113880324 ಸಂಪರ್ಕಿಸಬಹುದು ಎಂದು ಸಂಸ್ಥೆಯ ನಿರ್ದೇಶಕರು ಪ್ರಕಟಣೆಯಲ್ಲಿ ತಿಳಿಸಿದ್ದಾರೆ.: [304, 1421, 684, 1523]
kiru-item-3-title: ಗುರು ಪಾದುಕಾ ಪೂಜೆ: [78, 1196, 204, 1217]
quote-icon: [682, 444, 710, 464]
